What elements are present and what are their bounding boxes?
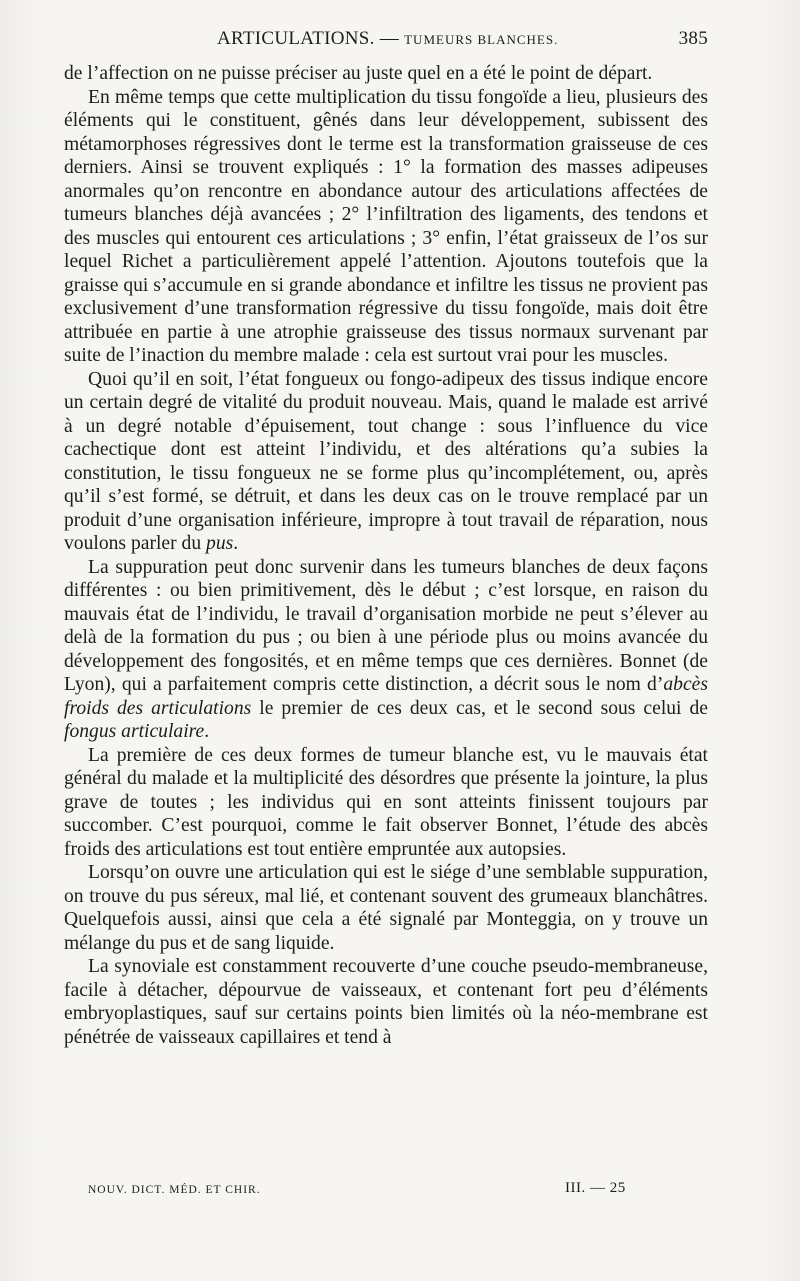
paragraph [64,86,708,368]
paragraph-text: Quoi qu’il en soit, l’état fongueux ou fongo-adipeux des tissus indique encore un certain degré de vitalité du produit nouveau. Mais, quand le malade est arrivé à un degré notable d’épuisement, tout change : sous l’influence du vice cachectique dont est atteint l’individu, et des altérations qu’a subies la constitution, le tissu fongueux ne se forme plus qu’incomplétement, ou, après qu’il s’est formé, se détruit, et dans les deux cas on le trouve remplacé par un produit d’une organisation inférieure, impropre à tout travail de réparation, nous voulons parler du [64,368,708,554]
paragraph-text: de l’affection on ne puisse préciser au juste quel en a été le point de départ. [64,63,653,84]
footer-signature-left: NOUV. DICT. MÉD. ET CHIR. [88,1184,261,1196]
paragraph [64,62,708,86]
paragraph-text: le premier de ces deux cas, et le second sous celui de [251,697,708,719]
paragraph-text: En même temps que cette multiplication du tissu fongoïde a lieu, plusieurs des éléments qui le constituent, gênés dans leur développement, subissent des métamorphoses régressives dont le terme est la transformation graisseuse de ces derniers. Ainsi se trouvent expliqués : 1° la formation des masses adipeuses anormales qu’on rencontre en abondance autour des articulations affectées de tumeurs blanches déjà avancées ; 2° l’infiltration des ligaments, des tendons et des muscles qui entourent ces articulations ; 3° enfin, l’état graisseux de l’os sur lequel Richet a particulièrement appelé l’attention. Ajoutons toutefois que la graisse qui s’accumule en si grande abondance et infiltre les tissus ne provient pas exclusivement d’une transformation régressive du tissu fongoïde, mais doit être attribuée en partie à une atrophie graisseuse des tissus normaux survenant par suite de l’inaction du membre malade : cela est surtout vrai pour les muscles. [64,86,708,366]
italic-text: pus [206,533,234,554]
italic-text: fongus articulaire [64,721,205,742]
paragraph-text: . [233,533,239,554]
italic-text: abcès froids des articulations [64,674,708,719]
page-footer [88,1182,648,1202]
paragraph [64,744,708,862]
footer-signature-right: III. — 25 [565,1180,626,1196]
paragraph [64,955,708,1049]
paragraph [64,861,708,955]
paragraph-text: . [204,721,210,742]
running-title [217,28,558,50]
paragraph-text: La première de ces deux formes de tumeur blanche est, vu le mauvais état général du malade et la multiplicité des désordres que présente la jointure, la plus grave de toutes ; les individus qui en sont atteints finissent toujours par succomber. C’est pourquoi, comme le fait observer Bonnet, l’étude des abcès froids des articulations est tout entière empruntée aux autopsies. [64,744,708,860]
running-head [64,28,708,56]
page-number: 385 [678,28,708,49]
paragraph-text: La synoviale est constamment recouverte d’une couche pseudo-membraneuse, facile à détacher, dépourvue de vaisseaux, et contenant fort peu d’éléments embryoplastiques, sauf sur certains points bien limités où la néo-membrane est pénétrée de vaisseaux capillaires et tend à [64,956,708,1048]
body-text [64,62,708,1049]
paragraph [64,368,708,556]
paragraph-text: Lorsqu’on ouvre une articulation qui est le siége d’une semblable suppuration, on trouve du pus séreux, mal lié, et contenant souvent des grumeaux blanchâtres. Quelquefois aussi, ainsi que cela a été signalé par Monteggia, on y trouve un mélange du pus et de sang liquide. [64,862,708,954]
section-title: ARTICULATIONS. [217,28,375,49]
paragraph [64,556,708,744]
paragraph-text: La suppuration peut donc survenir dans les tumeurs blanches de deux façons différentes : ou bien primitivement, dès le début ; c’est lorsque, en raison du mauvais état de l’individu, le travail d’organisation morbide ne peut s’élever au delà de la formation du pus ; ou bien à une période plus ou moins avancée du développement des fongosités, et en même temps que ces dernières. Bonnet (de Lyon), qui a parfaitement compris cette distinction, a décrit sous le nom d’ [64,556,708,695]
section-subtitle: TUMEURS BLANCHES. [404,32,559,47]
title-dash: — [374,28,405,49]
